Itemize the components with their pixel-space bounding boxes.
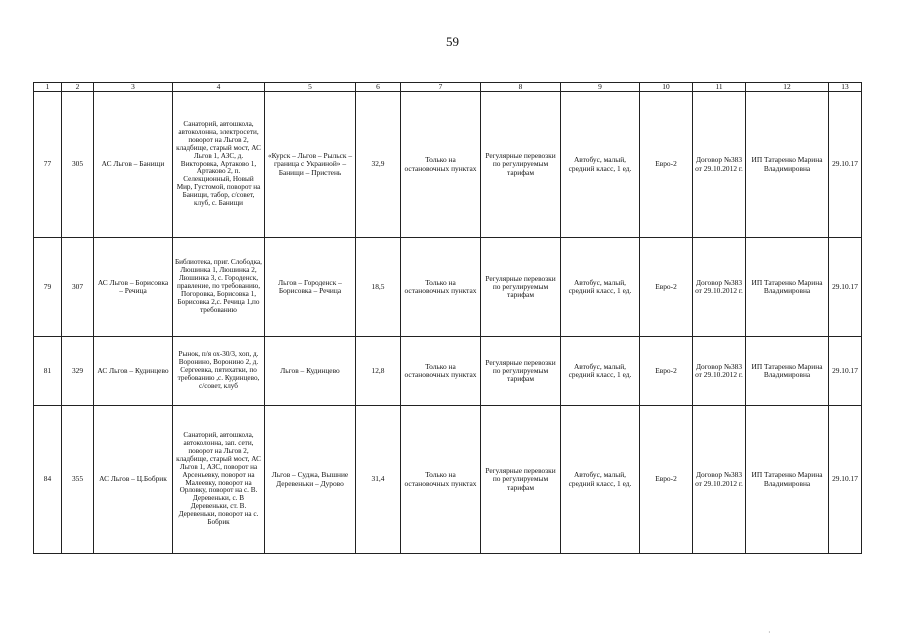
eco-class: Евро-2 <box>640 406 693 554</box>
column-header: 9 <box>561 83 640 92</box>
row-number: 84 <box>34 406 62 554</box>
column-header: 3 <box>94 83 173 92</box>
vehicle-info: Автобус, малый, средний класс, 1 ед. <box>561 238 640 337</box>
route-streets: Льгов – Кудинцево <box>265 337 356 406</box>
carrier: ИП Татаренко Марина Владимировна <box>746 92 829 238</box>
route-streets: Льгов – Городенск – Борисовка – Речица <box>265 238 356 337</box>
table-row <box>34 406 862 554</box>
table-row <box>34 92 862 238</box>
column-header: 6 <box>356 83 401 92</box>
vehicle-info: Автобус, малый, средний класс, 1 ед. <box>561 92 640 238</box>
column-header: 8 <box>481 83 561 92</box>
stops-list: Санаторий, автошкола, автоколонна, зап. сети, поворот на Льгов 2, кладбище, старый мост, АС Льгов 1, АЗС, поворот на Арсеньевку, поворот на Малеевку, поворот на Орловку, поворот на с. В. Деревеньки, с. В Деревеньки, ст. В. Деревеньки, поворот на с. Бобрик <box>173 406 265 554</box>
route-name: АС Льгов – Банищи <box>94 92 173 238</box>
contract: Договор №383 от 29.10.2012 г. <box>693 92 746 238</box>
boarding-order: Только на остановочных пунктах <box>401 406 481 554</box>
route-name: АС Льгов – Кудинцево <box>94 337 173 406</box>
route-length: 12,8 <box>356 337 401 406</box>
vehicle-info: Автобус, малый, средний класс, 1 ед. <box>561 337 640 406</box>
start-date: 29.10.17 <box>829 406 862 554</box>
start-date: 29.10.17 <box>829 337 862 406</box>
eco-class: Евро-2 <box>640 337 693 406</box>
eco-class: Евро-2 <box>640 92 693 238</box>
stops-list: Санаторий, автошкола, автоколонна, электросети, поворот на Льгов 2, кладбище, старый мост, АС Льгов 1, АЗС, д. Викторовка, Артаково 1, Артаково 2, п. Селекционный, Новый Мир, Густомой, поворот на Банищи, табор, с/совет, клуб, с. Банищи <box>173 92 265 238</box>
contract: Договор №383 от 29.10.2012 г. <box>693 238 746 337</box>
carrier: ИП Татаренко Марина Владимировна <box>746 406 829 554</box>
carrier: ИП Татаренко Марина Владимировна <box>746 238 829 337</box>
table-row <box>34 238 862 337</box>
column-header: 1 <box>34 83 62 92</box>
column-header: 12 <box>746 83 829 92</box>
route-length: 31,4 <box>356 406 401 554</box>
route-streets: Льгов – Суджа, Вышние Деревеньки – Дурово <box>265 406 356 554</box>
route-number: 355 <box>62 406 94 554</box>
start-date: 29.10.17 <box>829 92 862 238</box>
contract: Договор №383 от 29.10.2012 г. <box>693 337 746 406</box>
column-header: 4 <box>173 83 265 92</box>
transport-type: Регулярные перевозки по регулируемым тарифам <box>481 92 561 238</box>
eco-class: Евро-2 <box>640 238 693 337</box>
row-number: 77 <box>34 92 62 238</box>
contract: Договор №383 от 29.10.2012 г. <box>693 406 746 554</box>
column-header: 10 <box>640 83 693 92</box>
column-header: 11 <box>693 83 746 92</box>
vehicle-info: Автобус, малый, средний класс, 1 ед. <box>561 406 640 554</box>
scan-mark: · <box>768 628 771 637</box>
route-length: 18,5 <box>356 238 401 337</box>
transport-type: Регулярные перевозки по регулируемым тарифам <box>481 406 561 554</box>
route-number: 305 <box>62 92 94 238</box>
column-header: 5 <box>265 83 356 92</box>
row-number: 81 <box>34 337 62 406</box>
routes-table <box>33 82 862 554</box>
transport-type: Регулярные перевозки по регулируемым тарифам <box>481 337 561 406</box>
route-number: 307 <box>62 238 94 337</box>
stops-list: Рынок, п/я ох-30/3, хоп, д. Воронино, Воронино 2, д. Сергеевка, пятихатки, по требованию ,с. Кудинцево, с/совет, клуб <box>173 337 265 406</box>
stops-list: Библиотека, приг. Слободка, Люшинка 1, Люшинка 2, Люшинка 3, с. Городенск, правление, по требованию, Погоровка, Борисовка 1, Борисовка 2,с. Речица 1,по требованию <box>173 238 265 337</box>
table-row <box>34 337 862 406</box>
route-name: АС Льгов – Ц.Бобрик <box>94 406 173 554</box>
column-header: 13 <box>829 83 862 92</box>
route-length: 32,9 <box>356 92 401 238</box>
row-number: 79 <box>34 238 62 337</box>
transport-type: Регулярные перевозки по регулируемым тарифам <box>481 238 561 337</box>
header-row <box>34 83 862 92</box>
start-date: 29.10.17 <box>829 238 862 337</box>
page-number: 59 <box>446 34 459 49</box>
route-number: 329 <box>62 337 94 406</box>
route-name: АС Льгов – Борисовка – Речица <box>94 238 173 337</box>
route-streets: «Курск – Льгов – Рыльск – граница с Украиной» – Банищи – Пристень <box>265 92 356 238</box>
boarding-order: Только на остановочных пунктах <box>401 238 481 337</box>
boarding-order: Только на остановочных пунктах <box>401 337 481 406</box>
carrier: ИП Татаренко Марина Владимировна <box>746 337 829 406</box>
boarding-order: Только на остановочных пунктах <box>401 92 481 238</box>
column-header: 2 <box>62 83 94 92</box>
column-header: 7 <box>401 83 481 92</box>
